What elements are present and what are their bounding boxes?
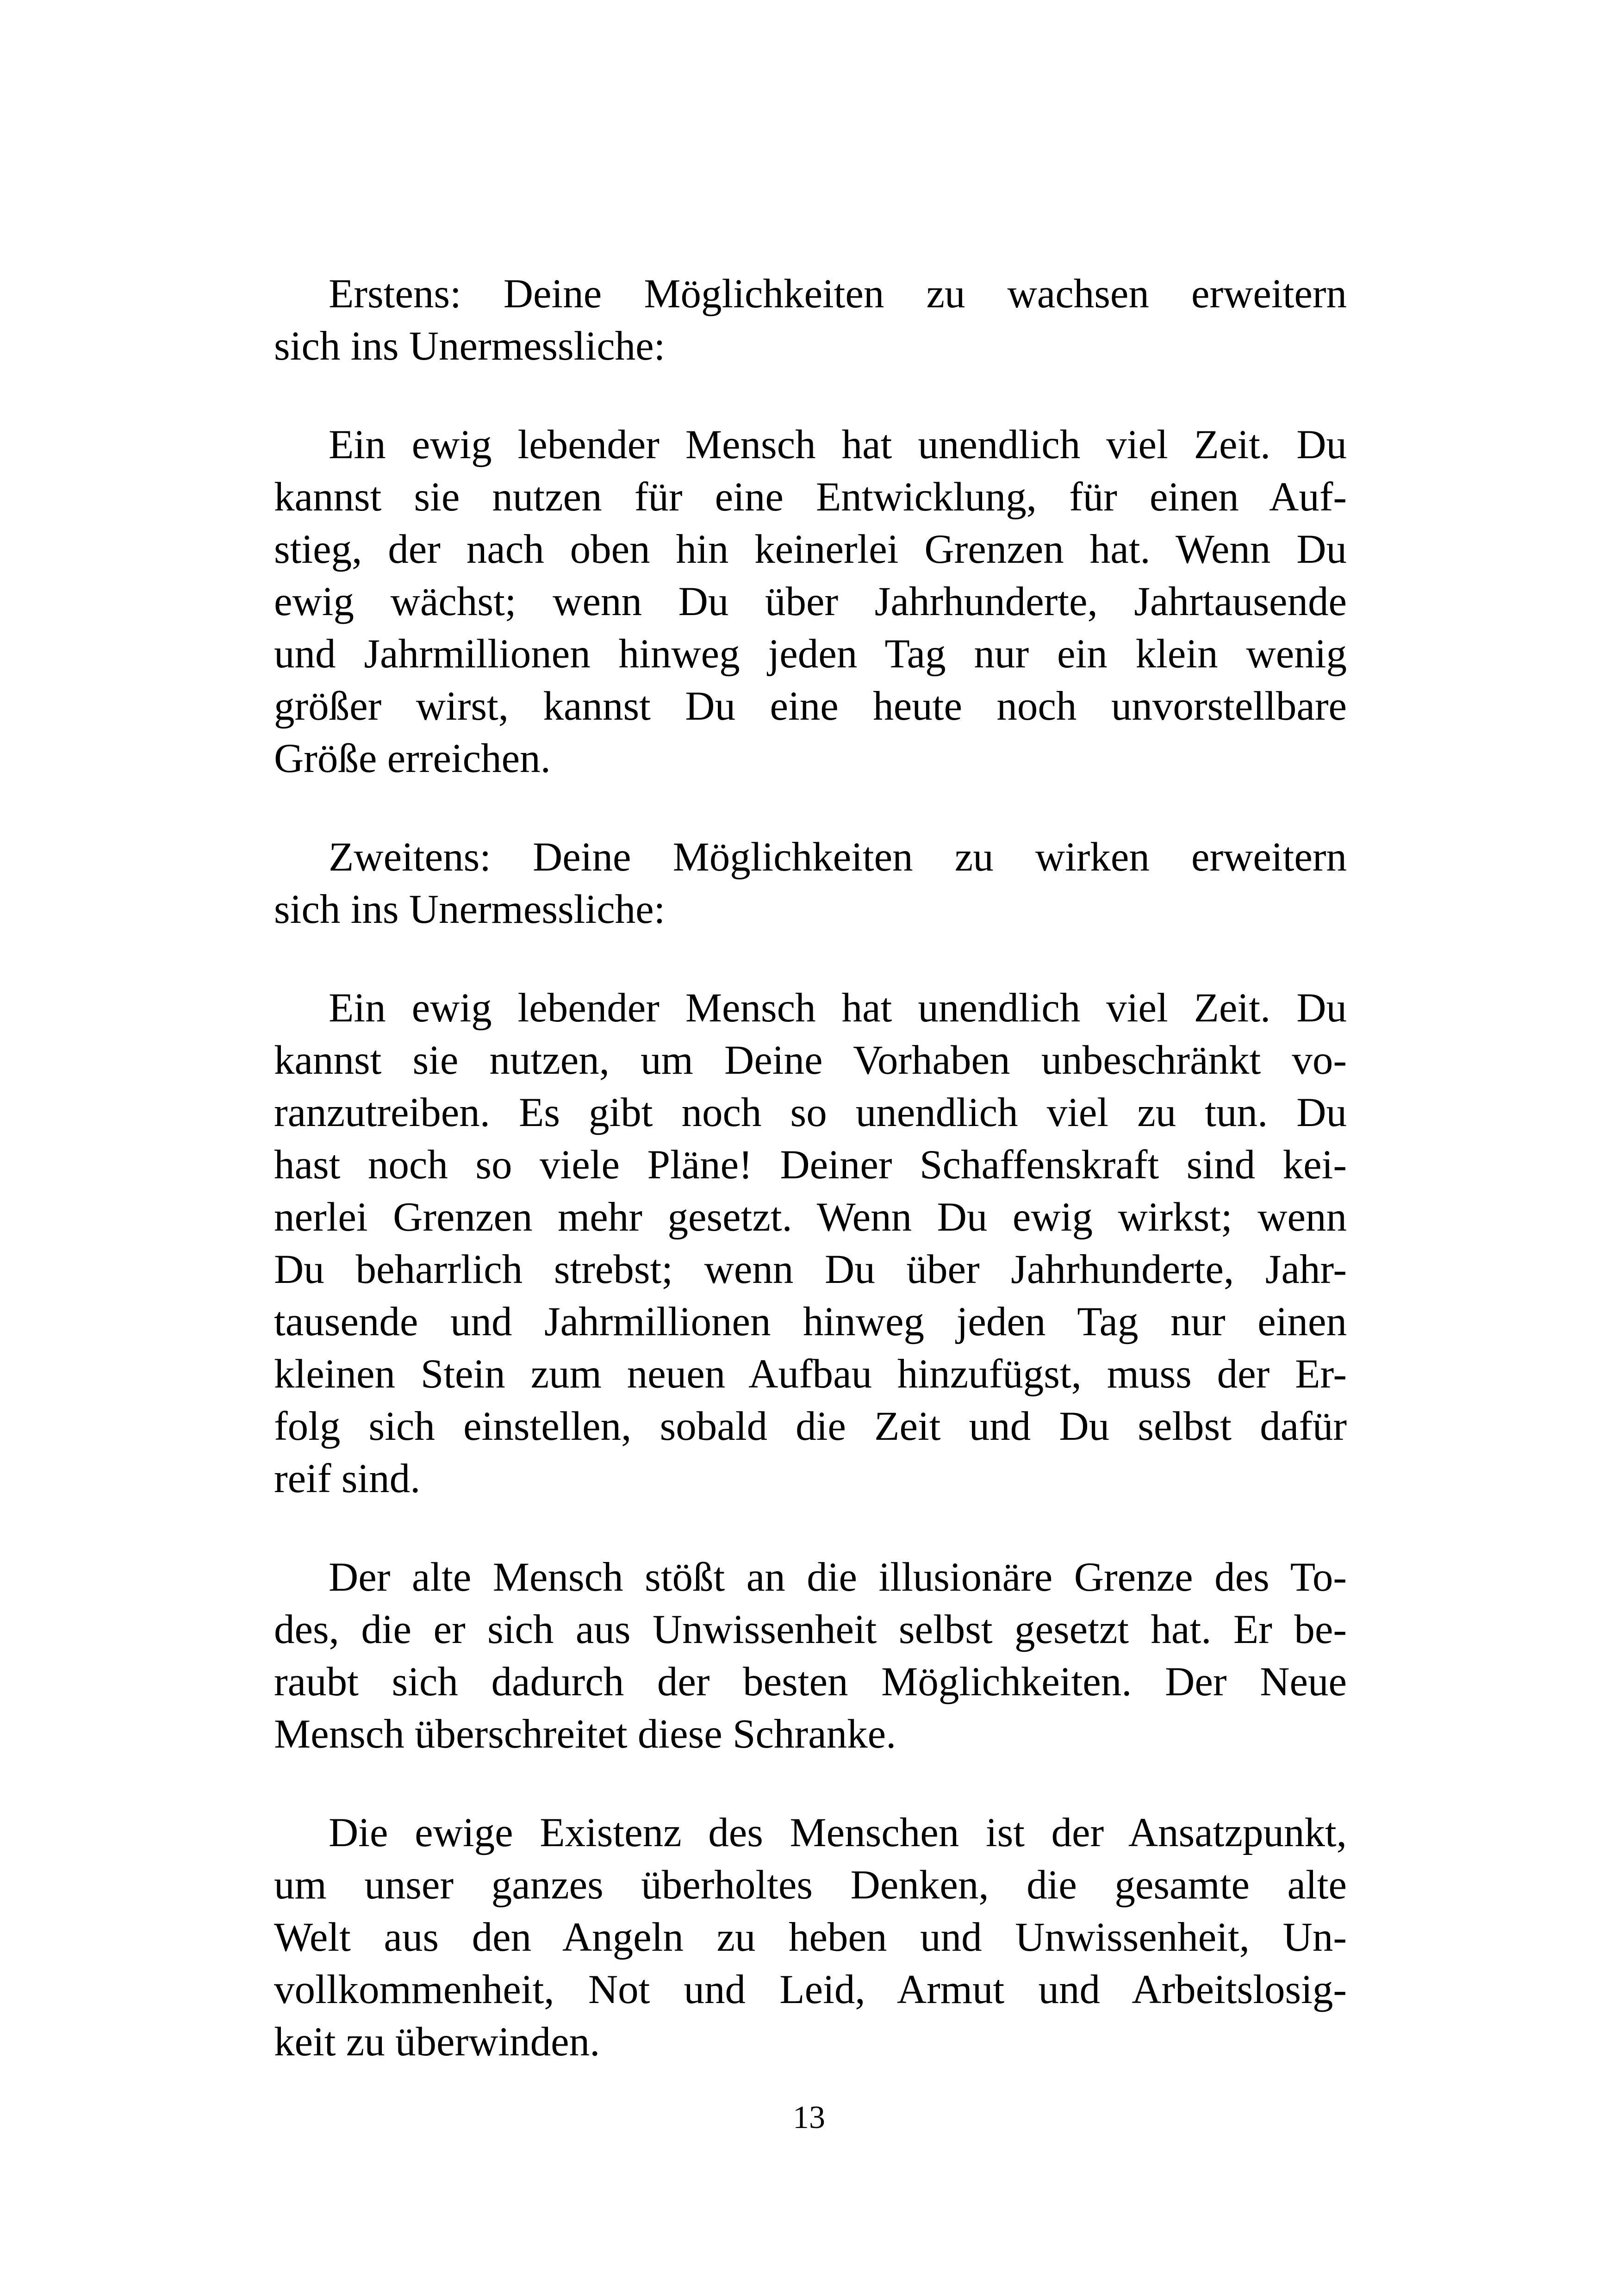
text-line: Mensch überschreitet diese Schranke.	[274, 1711, 896, 1757]
text-line: Welt aus den Angeln zu heben und Unwissenheit, Un-	[274, 1915, 1347, 1960]
text-line: größer wirst, kannst Du eine heute noch unvorstellbare	[274, 684, 1347, 729]
text-line: reif sind.	[274, 1456, 421, 1501]
text-line: Ein ewig lebender Mensch hat unendlich viel Zeit. Du	[329, 422, 1347, 467]
text-line: Ein ewig lebender Mensch hat unendlich viel Zeit. Du	[329, 985, 1347, 1031]
paragraph-erstens	[274, 268, 1347, 373]
text-line: hast noch so viele Pläne! Deiner Schaffenskraft sind kei-	[274, 1142, 1347, 1188]
text-line: vollkommenheit, Not und Leid, Armut und Arbeitslosig-	[274, 1967, 1347, 2012]
text-line: kleinen Stein zum neuen Aufbau hinzufügst, muss der Er-	[274, 1351, 1347, 1397]
text-line: um unser ganzes überholtes Denken, die gesamte alte	[274, 1862, 1347, 1908]
text-line: Erstens: Deine Möglichkeiten zu wachsen erweitern	[329, 271, 1347, 317]
text-line: Größe erreichen.	[274, 736, 551, 781]
paragraph-zweitens	[274, 831, 1347, 936]
text-line: ranzutreiben. Es gibt noch so unendlich viel zu tun. Du	[274, 1090, 1347, 1135]
text-line: sich ins Unermessliche:	[274, 324, 666, 369]
text-line: nerlei Grenzen mehr gesetzt. Wenn Du ewig wirkst; wenn	[274, 1195, 1347, 1240]
paragraph-wachsen	[274, 419, 1347, 785]
paragraph-ewige-existenz	[274, 1807, 1347, 2068]
text-line: keit zu überwinden.	[274, 2019, 600, 2065]
text-line: sich ins Unermessliche:	[274, 887, 666, 932]
text-line: ewig wächst; wenn Du über Jahrhunderte, Jahrtausende	[274, 579, 1347, 624]
paragraph-alte-mensch	[274, 1551, 1347, 1761]
text-line: raubt sich dadurch der besten Möglichkeiten. Der Neue	[274, 1659, 1347, 1705]
body-text	[274, 268, 1347, 2115]
text-line: stieg, der nach oben hin keinerlei Grenzen hat. Wenn Du	[274, 527, 1347, 572]
page-number: 13	[793, 2100, 825, 2135]
text-line: tausende und Jahrmillionen hinweg jeden Tag nur einen	[274, 1299, 1347, 1344]
text-line: Der alte Mensch stößt an die illusionäre Grenze des To-	[329, 1555, 1347, 1600]
text-line: und Jahrmillionen hinweg jeden Tag nur ein klein wenig	[274, 631, 1347, 677]
text-line: folg sich einstellen, sobald die Zeit und Du selbst dafür	[274, 1404, 1347, 1449]
text-line: kannst sie nutzen für eine Entwicklung, für einen Auf-	[274, 474, 1347, 520]
paragraph-wirken	[274, 982, 1347, 1505]
text-line: Die ewige Existenz des Menschen ist der Ansatzpunkt,	[329, 1810, 1347, 1855]
text-line: Zweitens: Deine Möglichkeiten zu wirken erweitern	[329, 834, 1347, 880]
text-line: Du beharrlich strebst; wenn Du über Jahrhunderte, Jahr-	[274, 1247, 1347, 1292]
text-line: kannst sie nutzen, um Deine Vorhaben unbeschränkt vo-	[274, 1038, 1347, 1083]
text-line: des, die er sich aus Unwissenheit selbst gesetzt hat. Er be-	[274, 1607, 1347, 1652]
